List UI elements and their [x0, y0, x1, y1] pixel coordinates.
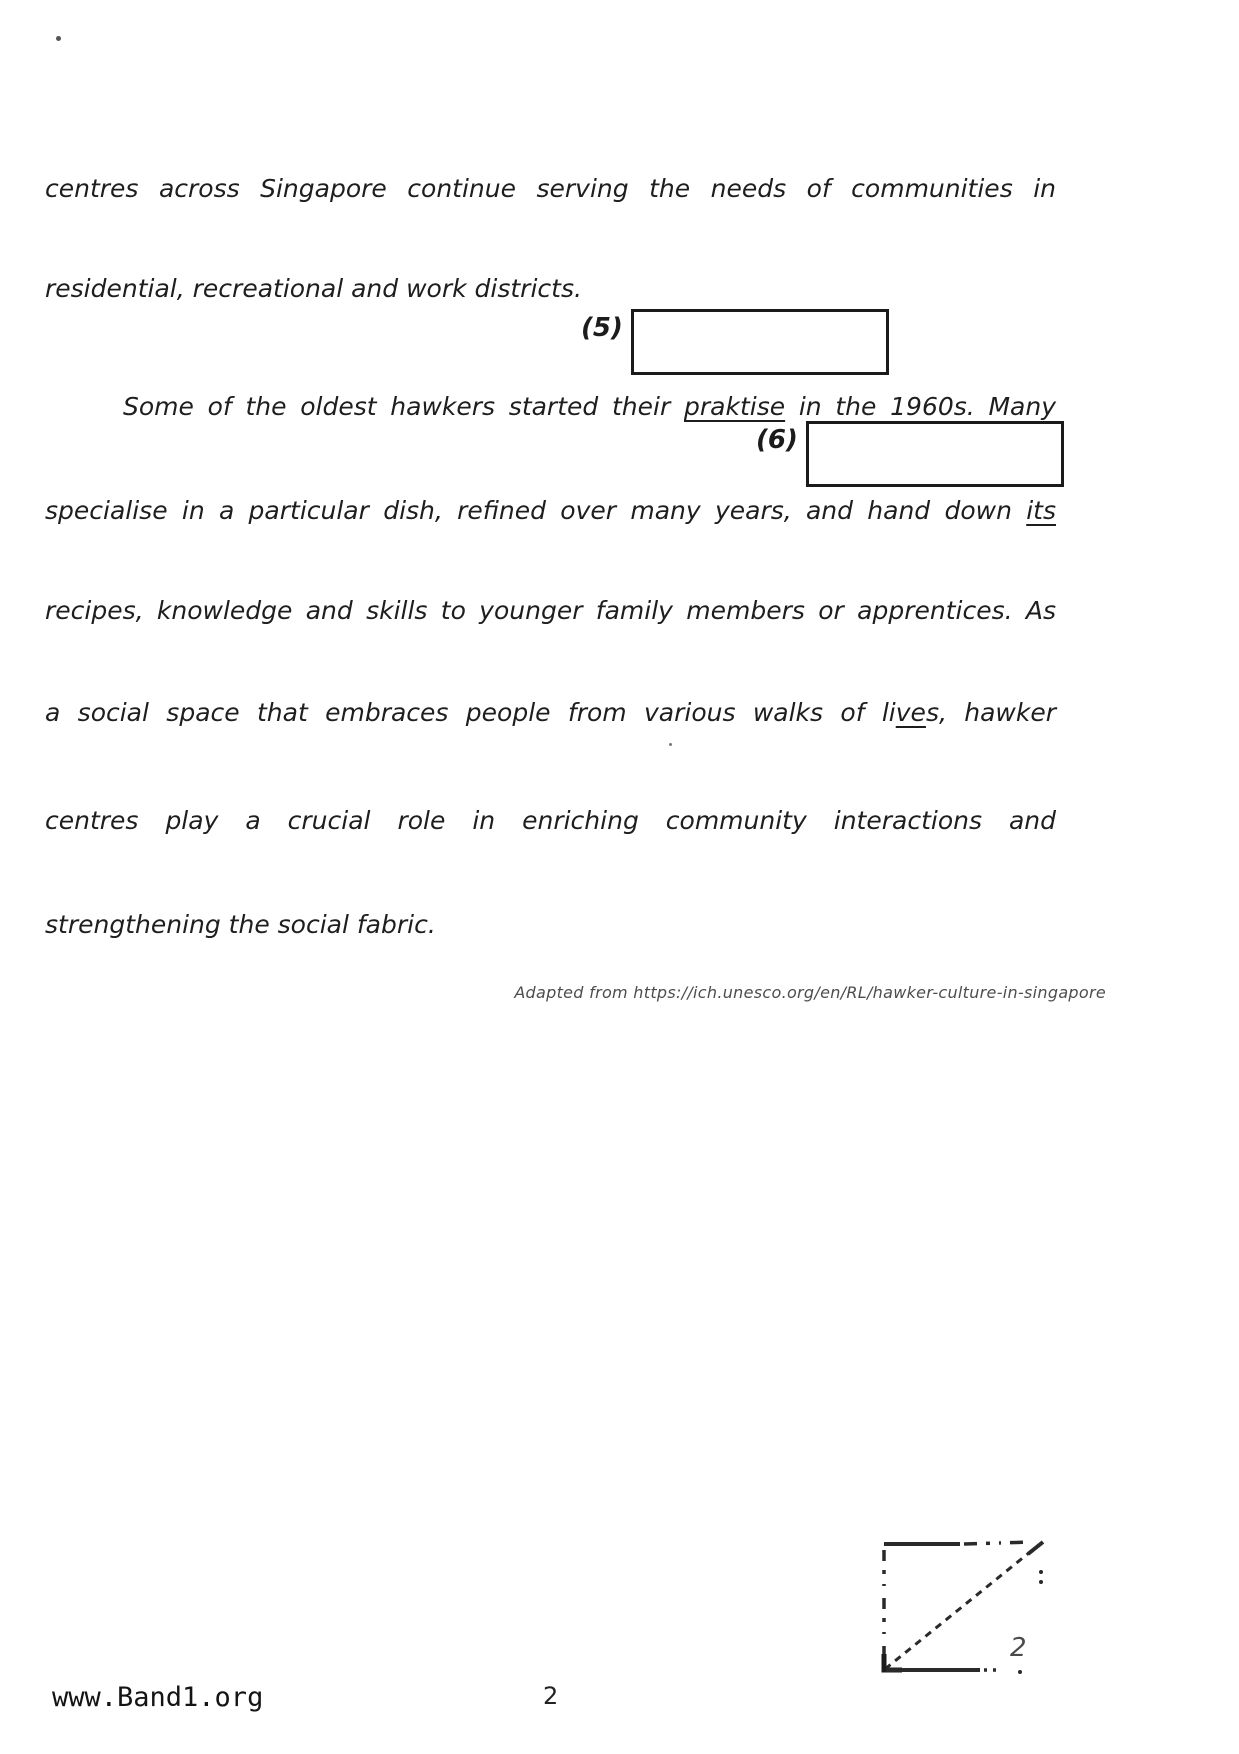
passage-line-4	[45, 494, 1056, 528]
answer-box-5	[631, 309, 889, 375]
passage-line-2: residential, recreational and work districts.	[45, 274, 582, 303]
doodle-dot	[1018, 1670, 1022, 1674]
question-6-label: (6)	[756, 425, 798, 455]
answer-box-6	[806, 421, 1064, 487]
scan-speck	[669, 743, 672, 746]
corner-figure-label: 2	[1010, 1633, 1027, 1663]
doodle-top-line-dashed	[964, 1542, 1032, 1544]
corner-doodle	[872, 1534, 1062, 1686]
underlined-word-its: its	[1026, 496, 1056, 525]
passage-line-8: strengthening the social fabric.	[45, 910, 436, 939]
passage-text: a social space that embraces people from various walks of li	[45, 698, 896, 727]
scan-speck	[56, 36, 61, 41]
passage-line-1: centres across Singapore continue serving the needs of communities in	[45, 174, 1056, 203]
source-attribution: Adapted from https://ich.unesco.org/en/RL/hawker-culture-in-singapore	[514, 983, 1106, 1002]
passage-line-7: centres play a crucial role in enriching community interactions and	[45, 806, 1056, 835]
page-number: 2	[543, 1682, 559, 1710]
underlined-word-praktise: praktise	[684, 392, 786, 421]
footer-website-url: www.Band1.org	[52, 1682, 264, 1713]
underlined-word-lives: ve	[895, 698, 926, 727]
doodle-diagonal-tip	[1028, 1542, 1043, 1554]
question-5-label: (5)	[581, 313, 623, 343]
passage-text: in the 1960s. Many	[785, 392, 1056, 421]
passage-line-6	[45, 696, 1056, 730]
doodle-dot	[1039, 1580, 1043, 1584]
doodle-dot	[1039, 1570, 1043, 1574]
passage-line-5: recipes, knowledge and skills to younger family members or apprentices. As	[45, 596, 1056, 625]
passage-text: s, hawker	[925, 698, 1057, 727]
passage-text: specialise in a particular dish, refined over many years, and hand down	[45, 496, 1027, 525]
passage-line-3	[45, 390, 1056, 424]
passage-text: Some of the oldest hawkers started their	[123, 392, 684, 421]
